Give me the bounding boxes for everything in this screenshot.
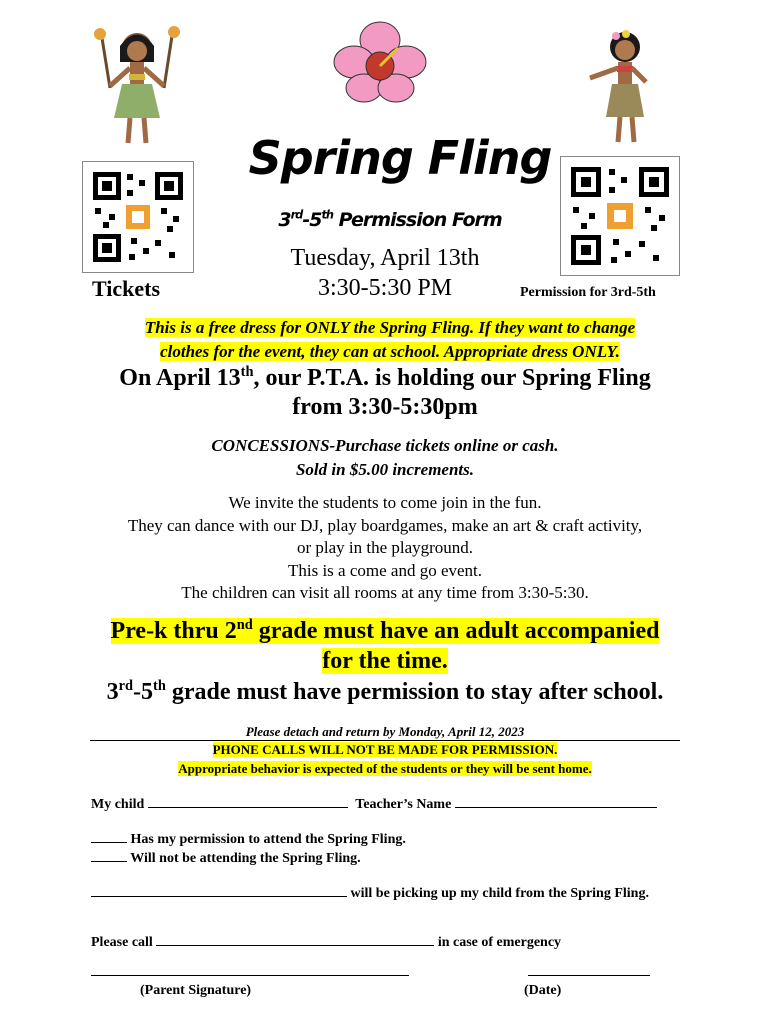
teacher-name-field[interactable] [455,807,657,808]
dress-notice [90,316,690,364]
invite-text: We invite the students to come join in the fun. They can dance with our DJ, play boardgames, make an art & craft activity, or play in the playground. This is a come and go event. The children can visit all rooms at any time from 3:30-5:30. [127,493,643,602]
concessions-info: CONCESSIONS-Purchase tickets online or cash. Sold in $5.00 increments. [211,436,559,479]
not-attending-checkbox-field[interactable] [91,861,127,862]
emergency-contact-field[interactable] [156,945,434,946]
page-title: Spring Fling [248,131,552,185]
phone-notice: PHONE CALLS WILL NOT BE MADE FOR PERMISSION. [212,742,558,757]
my-child-label: My child [91,797,145,812]
parent-signature-field[interactable] [91,975,409,976]
hula-girl-right-image [580,22,690,152]
permission-checkbox-field[interactable] [91,842,127,843]
hibiscus-flower-image [330,18,430,108]
date-field[interactable] [528,975,650,976]
date-label: (Date) [524,983,562,998]
child-name-row [91,796,657,814]
not-attending-option: Will not be attending the Spring Fling. [91,850,361,868]
permission-label: Permission for 3rd-5th [520,285,656,300]
page-subtitle: 3rd-5th Permission Form [278,207,502,231]
permission-qr-code[interactable] [560,156,680,276]
upper-grade-requirement: 3rd-5th grade must have permission to stay after school. [106,678,664,705]
permission-option: Has my permission to attend the Spring Fling. [91,831,406,849]
dress-notice-line1: This is a free dress for ONLY the Spring Fling. If they want to change [144,318,636,337]
announcement: On April 13th, our P.T.A. is holding our Spring Fling from 3:30-5:30pm [119,364,651,420]
pickup-person-field[interactable] [91,896,347,897]
child-name-field[interactable] [148,807,348,808]
parent-signature-label: (Parent Signature) [140,983,252,998]
tickets-label: Tickets [92,276,161,301]
hula-girl-left-image [80,18,190,158]
pickup-row: will be picking up my child from the Spring Fling. [91,885,649,903]
prek-requirement: Pre-k thru 2nd grade must have an adult accompanied for the time. [110,617,660,674]
detach-instruction: Please detach and return by Monday, April 12, 2023 [90,724,680,741]
tickets-qr-code[interactable] [82,161,194,273]
teacher-label: Teacher’s Name [355,797,452,812]
dress-notice-line2: clothes for the event, they can at school. Appropriate dress ONLY. [160,342,620,361]
emergency-row: Please call in case of emergency [91,935,562,950]
event-date: Tuesday, April 13th [290,245,480,271]
behavior-notice: Appropriate behavior is expected of the students or they will be sent home. [178,761,592,776]
event-time: 3:30-5:30 PM [317,275,452,301]
